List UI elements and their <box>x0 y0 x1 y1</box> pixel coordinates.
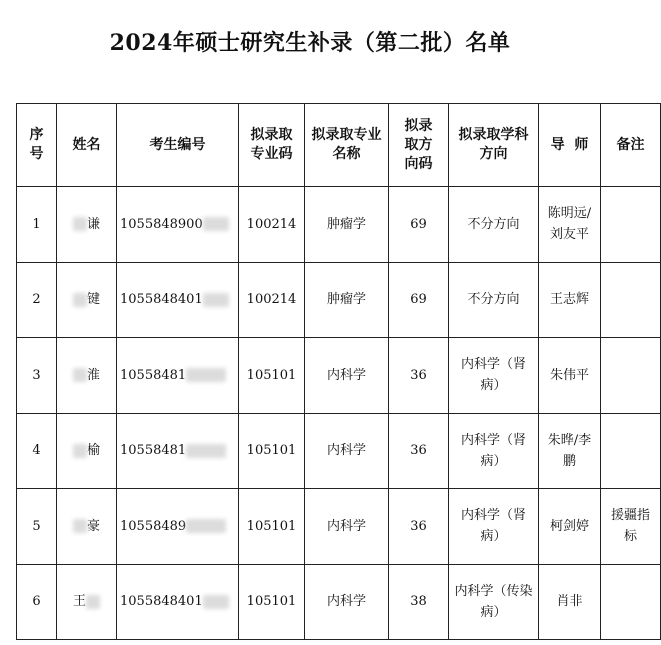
redaction-blur <box>86 595 100 609</box>
cell-name: 谦 <box>57 187 117 263</box>
cell-direction: 内科学（肾病） <box>449 338 539 414</box>
header-seq: 序号 <box>17 104 57 187</box>
table-row <box>17 187 661 263</box>
cell-major-name: 肿瘤学 <box>305 187 389 263</box>
header-advisor: 导 师 <box>539 104 601 187</box>
cell-name: 豪 <box>57 489 117 565</box>
cell-direction-code: 36 <box>389 413 449 489</box>
header-direction-code: 拟录取方向码 <box>389 104 449 187</box>
cell-major-code: 105101 <box>239 338 305 414</box>
cell-major-name: 肿瘤学 <box>305 262 389 338</box>
cell-name: 榆 <box>57 413 117 489</box>
redaction-blur <box>73 293 87 307</box>
cell-exam-no: 10558481 <box>117 413 239 489</box>
header-major-name: 拟录取专业名称 <box>305 104 389 187</box>
cell-major-name: 内科学 <box>305 338 389 414</box>
admission-list-table <box>16 103 661 640</box>
header-major-code: 拟录取专业码 <box>239 104 305 187</box>
cell-advisor: 朱伟平 <box>539 338 601 414</box>
cell-name: 王 <box>57 564 117 640</box>
cell-major-code: 105101 <box>239 413 305 489</box>
table-row <box>17 262 661 338</box>
redaction-blur <box>73 217 87 231</box>
cell-major-name: 内科学 <box>305 564 389 640</box>
cell-direction-code: 36 <box>389 489 449 565</box>
cell-seq: 3 <box>17 338 57 414</box>
redaction-blur <box>186 444 226 458</box>
header-direction: 拟录取学科方向 <box>449 104 539 187</box>
cell-remark <box>601 187 661 263</box>
cell-seq: 5 <box>17 489 57 565</box>
cell-advisor: 陈明远/刘友平 <box>539 187 601 263</box>
redaction-blur <box>203 217 229 231</box>
cell-exam-no: 10558481 <box>117 338 239 414</box>
table-row <box>17 338 661 414</box>
cell-remark <box>601 413 661 489</box>
redaction-blur <box>203 595 229 609</box>
cell-remark: 援疆指标 <box>601 489 661 565</box>
cell-exam-no: 10558489 <box>117 489 239 565</box>
cell-name: 键 <box>57 262 117 338</box>
cell-remark <box>601 338 661 414</box>
cell-direction: 不分方向 <box>449 262 539 338</box>
redaction-blur <box>203 293 229 307</box>
table-row <box>17 564 661 640</box>
cell-direction: 内科学（肾病） <box>449 489 539 565</box>
header-exam-no: 考生编号 <box>117 104 239 187</box>
cell-exam-no: 1055848900 <box>117 187 239 263</box>
cell-seq: 2 <box>17 262 57 338</box>
redaction-blur <box>73 519 87 533</box>
cell-major-name: 内科学 <box>305 489 389 565</box>
cell-seq: 1 <box>17 187 57 263</box>
cell-advisor: 柯剑婷 <box>539 489 601 565</box>
cell-advisor: 朱晔/李鹏 <box>539 413 601 489</box>
table-row <box>17 489 661 565</box>
cell-direction-code: 36 <box>389 338 449 414</box>
cell-direction-code: 69 <box>389 262 449 338</box>
cell-advisor: 王志辉 <box>539 262 601 338</box>
cell-seq: 4 <box>17 413 57 489</box>
cell-direction: 不分方向 <box>449 187 539 263</box>
table-row <box>17 413 661 489</box>
cell-remark <box>601 564 661 640</box>
cell-direction-code: 38 <box>389 564 449 640</box>
cell-exam-no: 1055848401 <box>117 262 239 338</box>
cell-major-code: 100214 <box>239 262 305 338</box>
redaction-blur <box>73 368 87 382</box>
redaction-blur <box>186 368 226 382</box>
cell-name: 淮 <box>57 338 117 414</box>
table-header-row <box>17 104 661 187</box>
cell-seq: 6 <box>17 564 57 640</box>
cell-exam-no: 1055848401 <box>117 564 239 640</box>
redaction-blur <box>186 519 226 533</box>
cell-major-name: 内科学 <box>305 413 389 489</box>
cell-major-code: 100214 <box>239 187 305 263</box>
header-name: 姓名 <box>57 104 117 187</box>
cell-major-code: 105101 <box>239 489 305 565</box>
header-remark: 备注 <box>601 104 661 187</box>
cell-direction-code: 69 <box>389 187 449 263</box>
redaction-blur <box>73 444 87 458</box>
cell-direction: 内科学（肾病） <box>449 413 539 489</box>
cell-remark <box>601 262 661 338</box>
cell-direction: 内科学（传染病） <box>449 564 539 640</box>
cell-major-code: 105101 <box>239 564 305 640</box>
cell-advisor: 肖非 <box>539 564 601 640</box>
document-title: 2024年硕士研究生补录（第二批）名单 <box>109 30 511 56</box>
